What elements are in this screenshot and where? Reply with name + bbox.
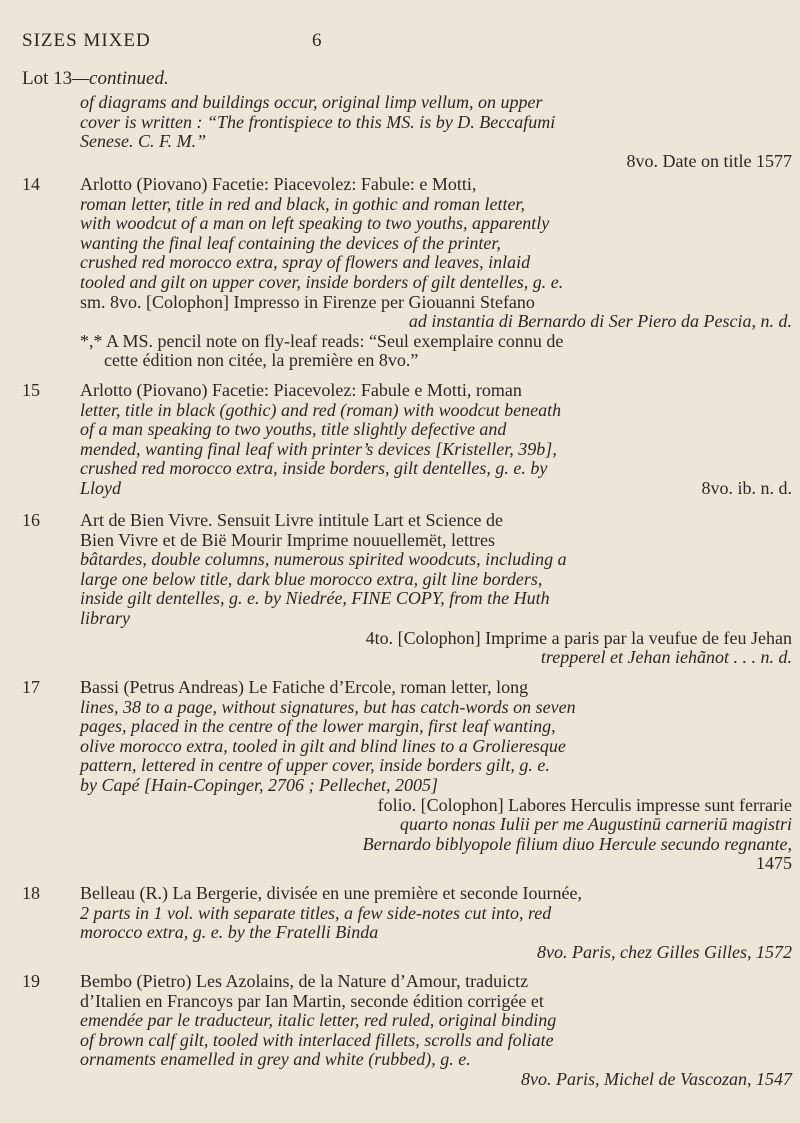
entry-line: with woodcut of a man on left speaking to two youths, apparently — [80, 213, 550, 234]
page-number: 6 — [312, 30, 323, 51]
lot-entry-16 — [22, 511, 792, 668]
lot-entry-14 — [22, 175, 792, 371]
entry-line: folio. [Colophon] Labores Herculis impresse sunt ferrarie — [377, 794, 792, 815]
entry-line: Bien Vivre et de Bië Mourir Imprime nouuellemët, lettres — [80, 529, 495, 550]
entry-line: Bembo (Pietro) Les Azolains, de la Nature d’Amour, traduictz — [80, 971, 529, 991]
entry-line: tooled and gilt on upper cover, inside borders of gilt dentelles, g. e. — [80, 271, 564, 292]
entry-line: of a man speaking to two youths, title slightly defective and — [80, 419, 507, 440]
entry-line: Arlotto (Piovano) Facetie: Piacevolez: Fabule: e Motti, — [80, 174, 477, 194]
entry-line: Arlotto (Piovano) Facetie: Piacevolez: Fabule e Motti, roman — [80, 380, 522, 400]
entry-line: emendée par le traducteur, italic letter, red ruled, original binding — [80, 1010, 557, 1031]
entry-line: quarto nonas Iulii per me Augustinū carneriū magistri — [399, 814, 792, 835]
lot-number: 16 — [22, 510, 40, 530]
entry-line: large one below title, dark blue morocco extra, gilt line borders, — [80, 568, 543, 589]
entry-line: lines, 38 to a page, without signatures, but has catch-words on seven — [80, 696, 576, 717]
entry-line: letter, title in black (gothic) and red (roman) with woodcut beneath — [80, 399, 562, 420]
lot-heading-prefix: Lot 13 — [22, 68, 73, 89]
running-head: SIZES MIXED — [22, 30, 151, 51]
entry-line: 8vo. Paris, Michel de Vascozan, 1547 — [521, 1068, 792, 1089]
entry-line: mended, wanting final leaf with printer’s devices [Kristeller, 39b], — [80, 438, 557, 459]
lot-number: 17 — [22, 677, 40, 697]
entry-line: 8vo. Paris, chez Gilles Gilles, 1572 — [537, 941, 792, 962]
entry-line: Belleau (R.) La Bergerie, divisée en une première et seconde Iournée, — [80, 883, 582, 903]
lot-entry-17 — [22, 678, 792, 874]
lot-heading-suffix: —continued. — [72, 68, 169, 89]
entry-line: of diagrams and buildings occur, original limp vellum, on upper — [80, 92, 543, 112]
entry-line: crushed red morocco extra, spray of flowers and leaves, inlaid — [80, 252, 531, 273]
lot-entry-15 — [22, 381, 792, 499]
entry-line: 4to. [Colophon] Imprime a paris par la veufue de feu Jehan — [365, 627, 792, 648]
entry-line: 8vo. Date on title 1577 — [626, 150, 792, 171]
entry-line: cover is written : “The frontispiece to this MS. is by D. Beccafumi — [80, 111, 556, 132]
lot-number: 15 — [22, 380, 40, 400]
entry-line: d’Italien en Francoys par Ian Martin, seconde édition corrigée et — [80, 990, 544, 1011]
entry-line: pattern, lettered in centre of upper cover, inside borders gilt, g. e. — [80, 755, 550, 776]
lot-13-continued — [22, 93, 792, 171]
entry-line: 2 parts in 1 vol. with separate titles, a few side-notes cut into, red — [80, 902, 552, 923]
entry-line: sm. 8vo. [Colophon] Impresso in Firenze per Giouanni Stefano — [80, 291, 535, 312]
entry-line: wanting the final leaf containing the devices of the printer, — [80, 232, 501, 253]
lot-number: 19 — [22, 971, 40, 991]
entry-line: Bernardo biblyopole filium diuo Hercule secundo regnante, — [362, 833, 792, 854]
entry-line: inside gilt dentelles, g. e. by Niedrée, FINE COPY, from the Huth — [80, 588, 550, 609]
entry-line: of brown calf gilt, tooled with interlaced fillets, scrolls and foliate — [80, 1029, 554, 1050]
entry-line: by Capé [Hain-Copinger, 2706 ; Pellechet, 2005] — [80, 774, 438, 795]
entry-line: olive morocco extra, tooled in gilt and blind lines to a Grolieresque — [80, 735, 566, 756]
entry-line: Lloyd — [80, 477, 122, 498]
entry-line: Senese. C. F. M.” — [80, 131, 207, 152]
entry-line: morocco extra, g. e. by the Fratelli Binda — [80, 922, 379, 943]
entry-line: crushed red morocco extra, inside borders, gilt dentelles, g. e. by — [80, 458, 548, 479]
entry-line: pages, placed in the centre of the lower margin, first leaf wanting, — [80, 716, 556, 737]
lot-entry-19 — [22, 972, 792, 1090]
entry-line: Art de Bien Vivre. Sensuit Livre intitule Lart et Science de — [80, 510, 503, 530]
entry-line: roman letter, title in red and black, in gothic and roman letter, — [80, 193, 525, 214]
entry-line: ad instantia di Bernardo di Ser Piero da Pescia, n. d. — [408, 311, 792, 332]
entry-line: cette édition non citée, la première en 8vo.” — [104, 350, 419, 371]
lot-entry-18 — [22, 884, 792, 962]
lot-heading — [22, 68, 169, 90]
entry-line: trepperel et Jehan iehãnot . . . n. d. — [540, 647, 792, 668]
entry-line: ornaments enamelled in grey and white (rubbed), g. e. — [80, 1049, 471, 1070]
entry-line: 8vo. ib. n. d. — [701, 477, 792, 498]
entry-line: bâtardes, double columns, numerous spirited woodcuts, including a — [80, 549, 567, 570]
entry-line: *,* A MS. pencil note on fly-leaf reads: “Seul exemplaire connu de — [80, 330, 564, 351]
entry-line: 1475 — [756, 853, 792, 874]
lot-number: 14 — [22, 174, 40, 194]
entry-line: library — [80, 607, 131, 628]
lot-number: 18 — [22, 883, 40, 903]
entry-line: Bassi (Petrus Andreas) Le Fatiche d’Ercole, roman letter, long — [80, 677, 529, 697]
